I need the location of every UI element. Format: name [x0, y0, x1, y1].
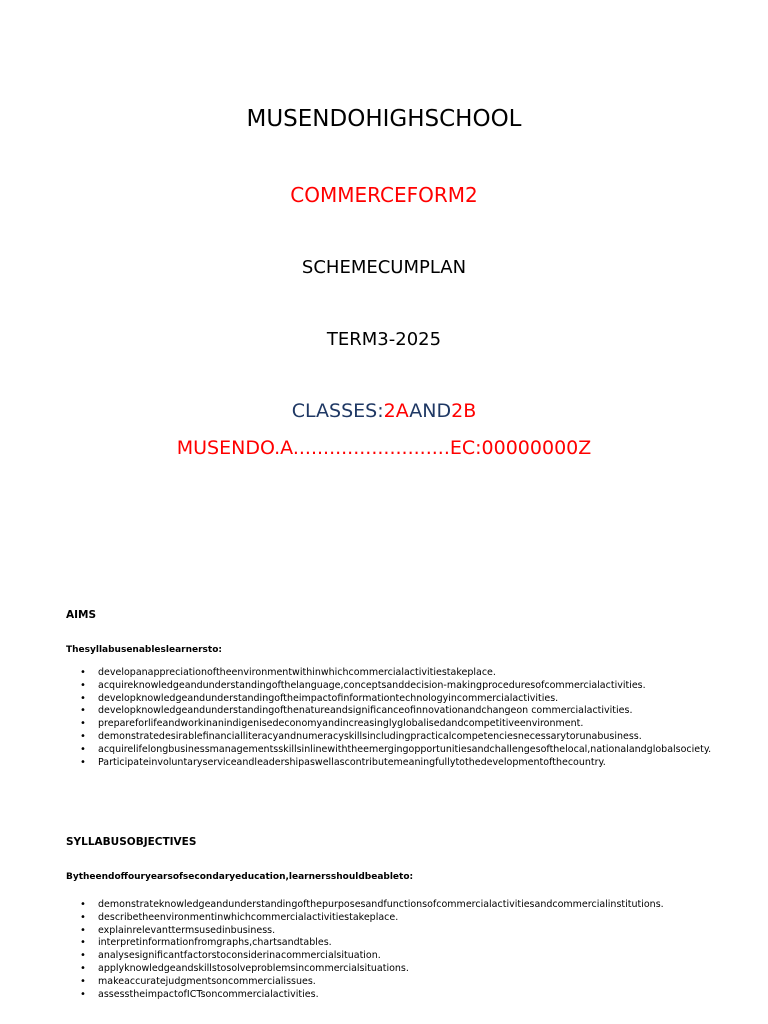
list-item: • Participateinvoluntaryserviceandleadershipaswellascontributemeaningfullytothedevelopmentofthecountry. [98, 757, 723, 770]
list-item: • analysesignificantfactorstoconsiderinacommercialsituation. [98, 950, 723, 963]
list-item: • demonstrateknowledgeandunderstandingofthepurposesandfunctionsofcommercialactivitiesandcommercialinstitutions. [98, 899, 723, 912]
list-item: • developknowledgeandunderstandingoftheimpactofinformationtechnologyincommercialactivities. [98, 693, 723, 706]
list-item: • applyknowledgeandskillstosolveproblemsincommercialsituations. [98, 963, 723, 976]
objectives-heading: SYLLABUSOBJECTIVES [66, 836, 197, 848]
list-item: • assesstheimpactofICTsoncommercialactivities. [98, 989, 723, 1002]
aims-intro: Thesyllabusenableslearnersto: [66, 645, 222, 655]
list-item: • acquirelifelongbusinessmanagementsskillsinlinewiththeemergingopportunitiesandchallengesofthelocal,nationalandglobalsociety. [98, 744, 723, 757]
list-item: • makeaccuratejudgmentsoncommercialissues. [98, 976, 723, 989]
classes-label: CLASSES: [291, 400, 384, 422]
list-item: • demonstratedesirablefinancialliteracyandnumeracyskillsincludingpracticalcompetenciesnecessarytorunabusiness. [98, 731, 723, 744]
list-item: • developknowledgeandunderstandingofthenatureandsignificanceofinnovationandchangeon commercialactivities. [98, 705, 723, 718]
term-label: TERM3-2025 [326, 329, 442, 350]
list-item: • developanappreciationoftheenvironmentwithinwhichcommercialactivitiestakeplace. [98, 667, 723, 680]
class-b: 2B [451, 400, 477, 422]
document-title: SCHEMECUMPLAN [301, 257, 467, 278]
classes-line [0, 400, 768, 422]
classes-conjunction: AND [409, 400, 452, 422]
list-item: • prepareforlifeandworkinanindigenisedeconomyandincreasinglyglobalisedandcompetitiveenvironment. [98, 718, 723, 731]
objectives-list [80, 899, 723, 1001]
school-name: MUSENDOHIGHSCHOOL [246, 106, 522, 132]
list-item: • acquireknowledgeandunderstandingofthelanguage,conceptsanddecision-makingproceduresofcommercialactivities. [98, 680, 723, 693]
list-item: • interpretinformationfromgraphs,chartsandtables. [98, 937, 723, 950]
subject-title: COMMERCEFORM2 [290, 183, 478, 207]
aims-list [80, 667, 723, 769]
teacher-line: MUSENDO.A..........................EC:00000000Z [176, 437, 592, 459]
list-item: • explainrelevanttermsusedinbusiness. [98, 925, 723, 938]
aims-heading: AIMS [66, 609, 97, 621]
list-item: • describetheenvironmentinwhichcommercialactivitiestakeplace. [98, 912, 723, 925]
class-a: 2A [383, 400, 410, 422]
objectives-intro: Bytheendoffouryearsofsecondaryeducation,learnersshouldbeableto: [66, 872, 414, 882]
